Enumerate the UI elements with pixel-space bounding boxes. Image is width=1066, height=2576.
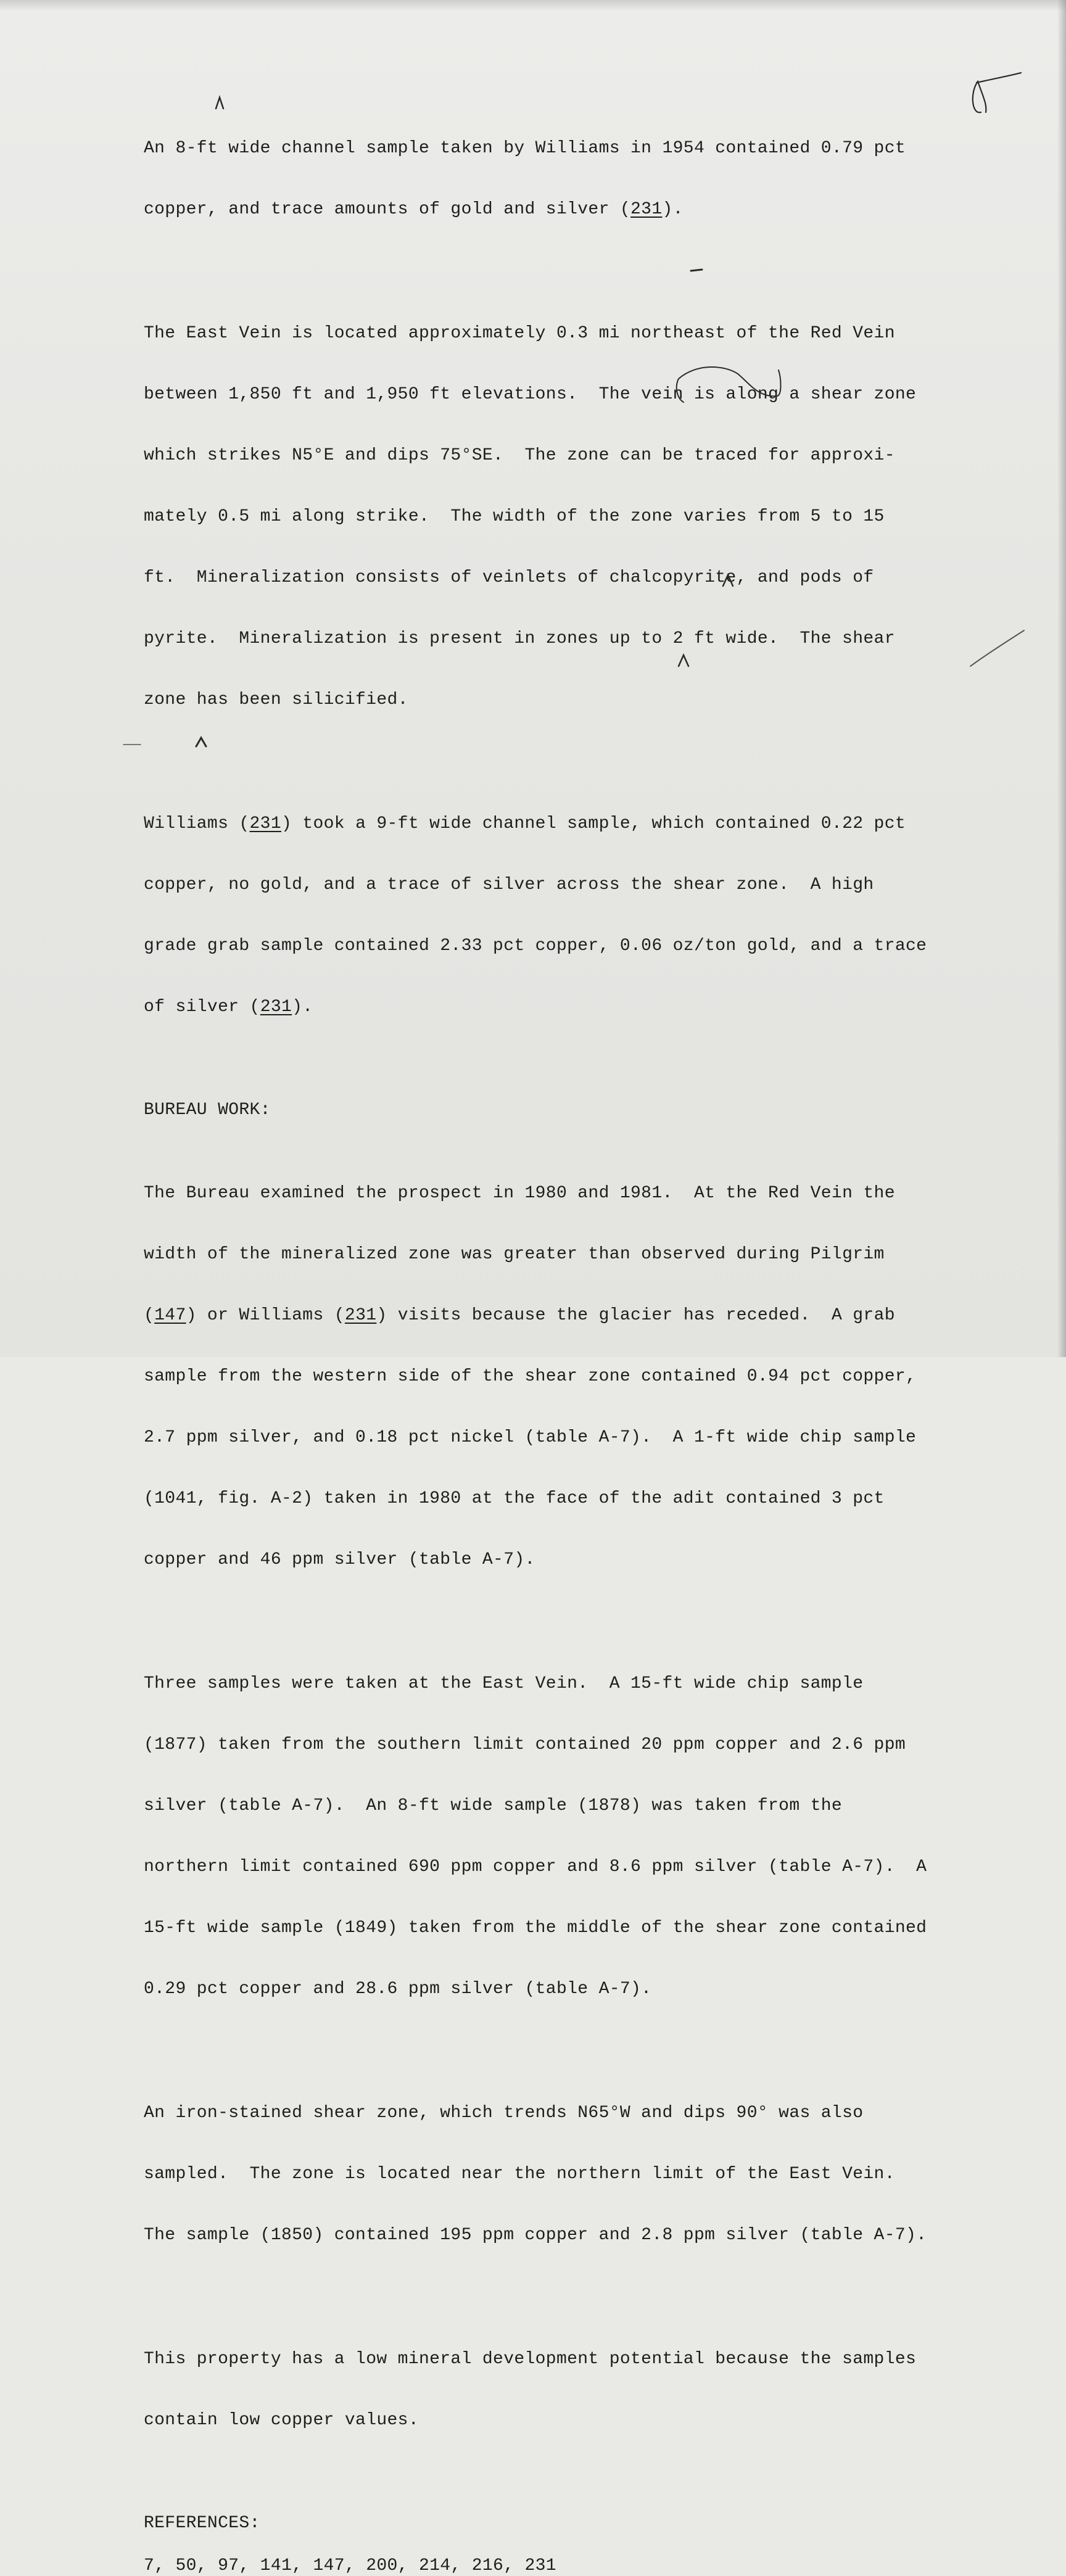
text-line: Williams (231) took a 9-ft wide channel sample, which contained 0.22 pct bbox=[144, 814, 906, 833]
text-line: copper, no gold, and a trace of silver across the shear zone. A high bbox=[144, 875, 874, 894]
text-line: copper, and trace amounts of gold and silver (231). bbox=[144, 200, 684, 219]
scan-edge-right bbox=[1057, 0, 1066, 1357]
reference-number: 231 bbox=[249, 814, 281, 833]
text-line: grade grab sample contained 2.33 pct copper, 0.06 oz/ton gold, and a trace bbox=[144, 936, 927, 956]
text-line: 2.7 ppm silver, and 0.18 pct nickel (table A-7). A 1-ft wide chip sample bbox=[144, 1428, 917, 1447]
text-line: (1877) taken from the southern limit contained 20 ppm copper and 2.6 ppm bbox=[144, 1735, 906, 1754]
text-line: An iron-stained shear zone, which trends N65°W and dips 90° was also bbox=[144, 2103, 864, 2123]
text-line: An 8-ft wide channel sample taken by Williams in 1954 contained 0.79 pct bbox=[144, 139, 906, 158]
text-line: northern limit contained 690 ppm copper and 8.6 ppm silver (table A-7). A bbox=[144, 1857, 927, 1876]
text-line: silver (table A-7). An 8-ft wide sample (1878) was taken from the bbox=[144, 1796, 843, 1815]
section-heading-bureau-work: BUREAU WORK: bbox=[144, 1100, 271, 1120]
text-line: sample from the western side of the shear zone contained 0.94 pct copper, bbox=[144, 1367, 917, 1386]
text-line: 15-ft wide sample (1849) taken from the middle of the shear zone contained bbox=[144, 1918, 927, 1938]
text-line: (1041, fig. A-2) taken in 1980 at the face of the adit contained 3 pct bbox=[144, 1489, 885, 1508]
text-line: (147) or Williams (231) visits because the glacier has receded. A grab bbox=[144, 1306, 895, 1325]
bureau-paragraph-3 bbox=[144, 2062, 946, 2286]
text-line: copper and 46 ppm silver (table A-7). bbox=[144, 1550, 535, 1569]
text-line: mately 0.5 mi along strike. The width of the zone varies from 5 to 15 bbox=[144, 507, 885, 526]
reference-number: 231 bbox=[260, 997, 292, 1017]
text-line: ft. Mineralization consists of veinlets of chalcopyrite, and pods of bbox=[144, 568, 874, 587]
text-line: sampled. The zone is located near the northern limit of the East Vein. bbox=[144, 2165, 895, 2184]
text-line: 0.29 pct copper and 28.6 ppm silver (table A-7). bbox=[144, 1979, 652, 1999]
bureau-paragraph-1 bbox=[144, 1142, 946, 1611]
text-line: width of the mineralized zone was greater than observed during Pilgrim bbox=[144, 1245, 885, 1264]
reference-number: 231 bbox=[630, 200, 663, 219]
reference-number: 231 bbox=[344, 1306, 377, 1325]
bureau-paragraph-2 bbox=[144, 1633, 946, 2040]
text-line: zone has been silicified. bbox=[144, 690, 408, 709]
references-list: 7, 50, 97, 141, 147, 200, 214, 216, 231 bbox=[144, 2556, 556, 2575]
check-mark-icon bbox=[973, 73, 1021, 112]
paragraph-3 bbox=[144, 773, 946, 1058]
document-body bbox=[144, 97, 946, 2576]
reference-number: 147 bbox=[154, 1306, 186, 1325]
scan-edge-top bbox=[0, 0, 1066, 11]
margin-stroke-icon bbox=[970, 630, 1024, 666]
paragraph-2 bbox=[144, 283, 946, 751]
paragraph-1 bbox=[144, 97, 946, 260]
text-line: pyrite. Mineralization is present in zones up to 2 ft wide. The shear bbox=[144, 629, 895, 648]
text-line: contain low copper values. bbox=[144, 2411, 419, 2430]
text-line: The Bureau examined the prospect in 1980 and 1981. At the Red Vein the bbox=[144, 1184, 895, 1203]
text-line: which strikes N5°E and dips 75°SE. The zone can be traced for approxi- bbox=[144, 446, 895, 465]
text-line: between 1,850 ft and 1,950 ft elevations. The vein is along a shear zone bbox=[144, 385, 917, 404]
section-heading-references: REFERENCES: bbox=[144, 2514, 260, 2533]
text-line: Three samples were taken at the East Vein. A 15-ft wide chip sample bbox=[144, 1674, 864, 1693]
text-line: The East Vein is located approximately 0.3 mi northeast of the Red Vein bbox=[144, 324, 895, 343]
text-line: This property has a low mineral development potential because the samples bbox=[144, 2350, 917, 2369]
bureau-paragraph-4 bbox=[144, 2308, 946, 2471]
text-line: of silver (231). bbox=[144, 997, 313, 1017]
text-line: The sample (1850) contained 195 ppm copper and 2.8 ppm silver (table A-7). bbox=[144, 2226, 927, 2245]
